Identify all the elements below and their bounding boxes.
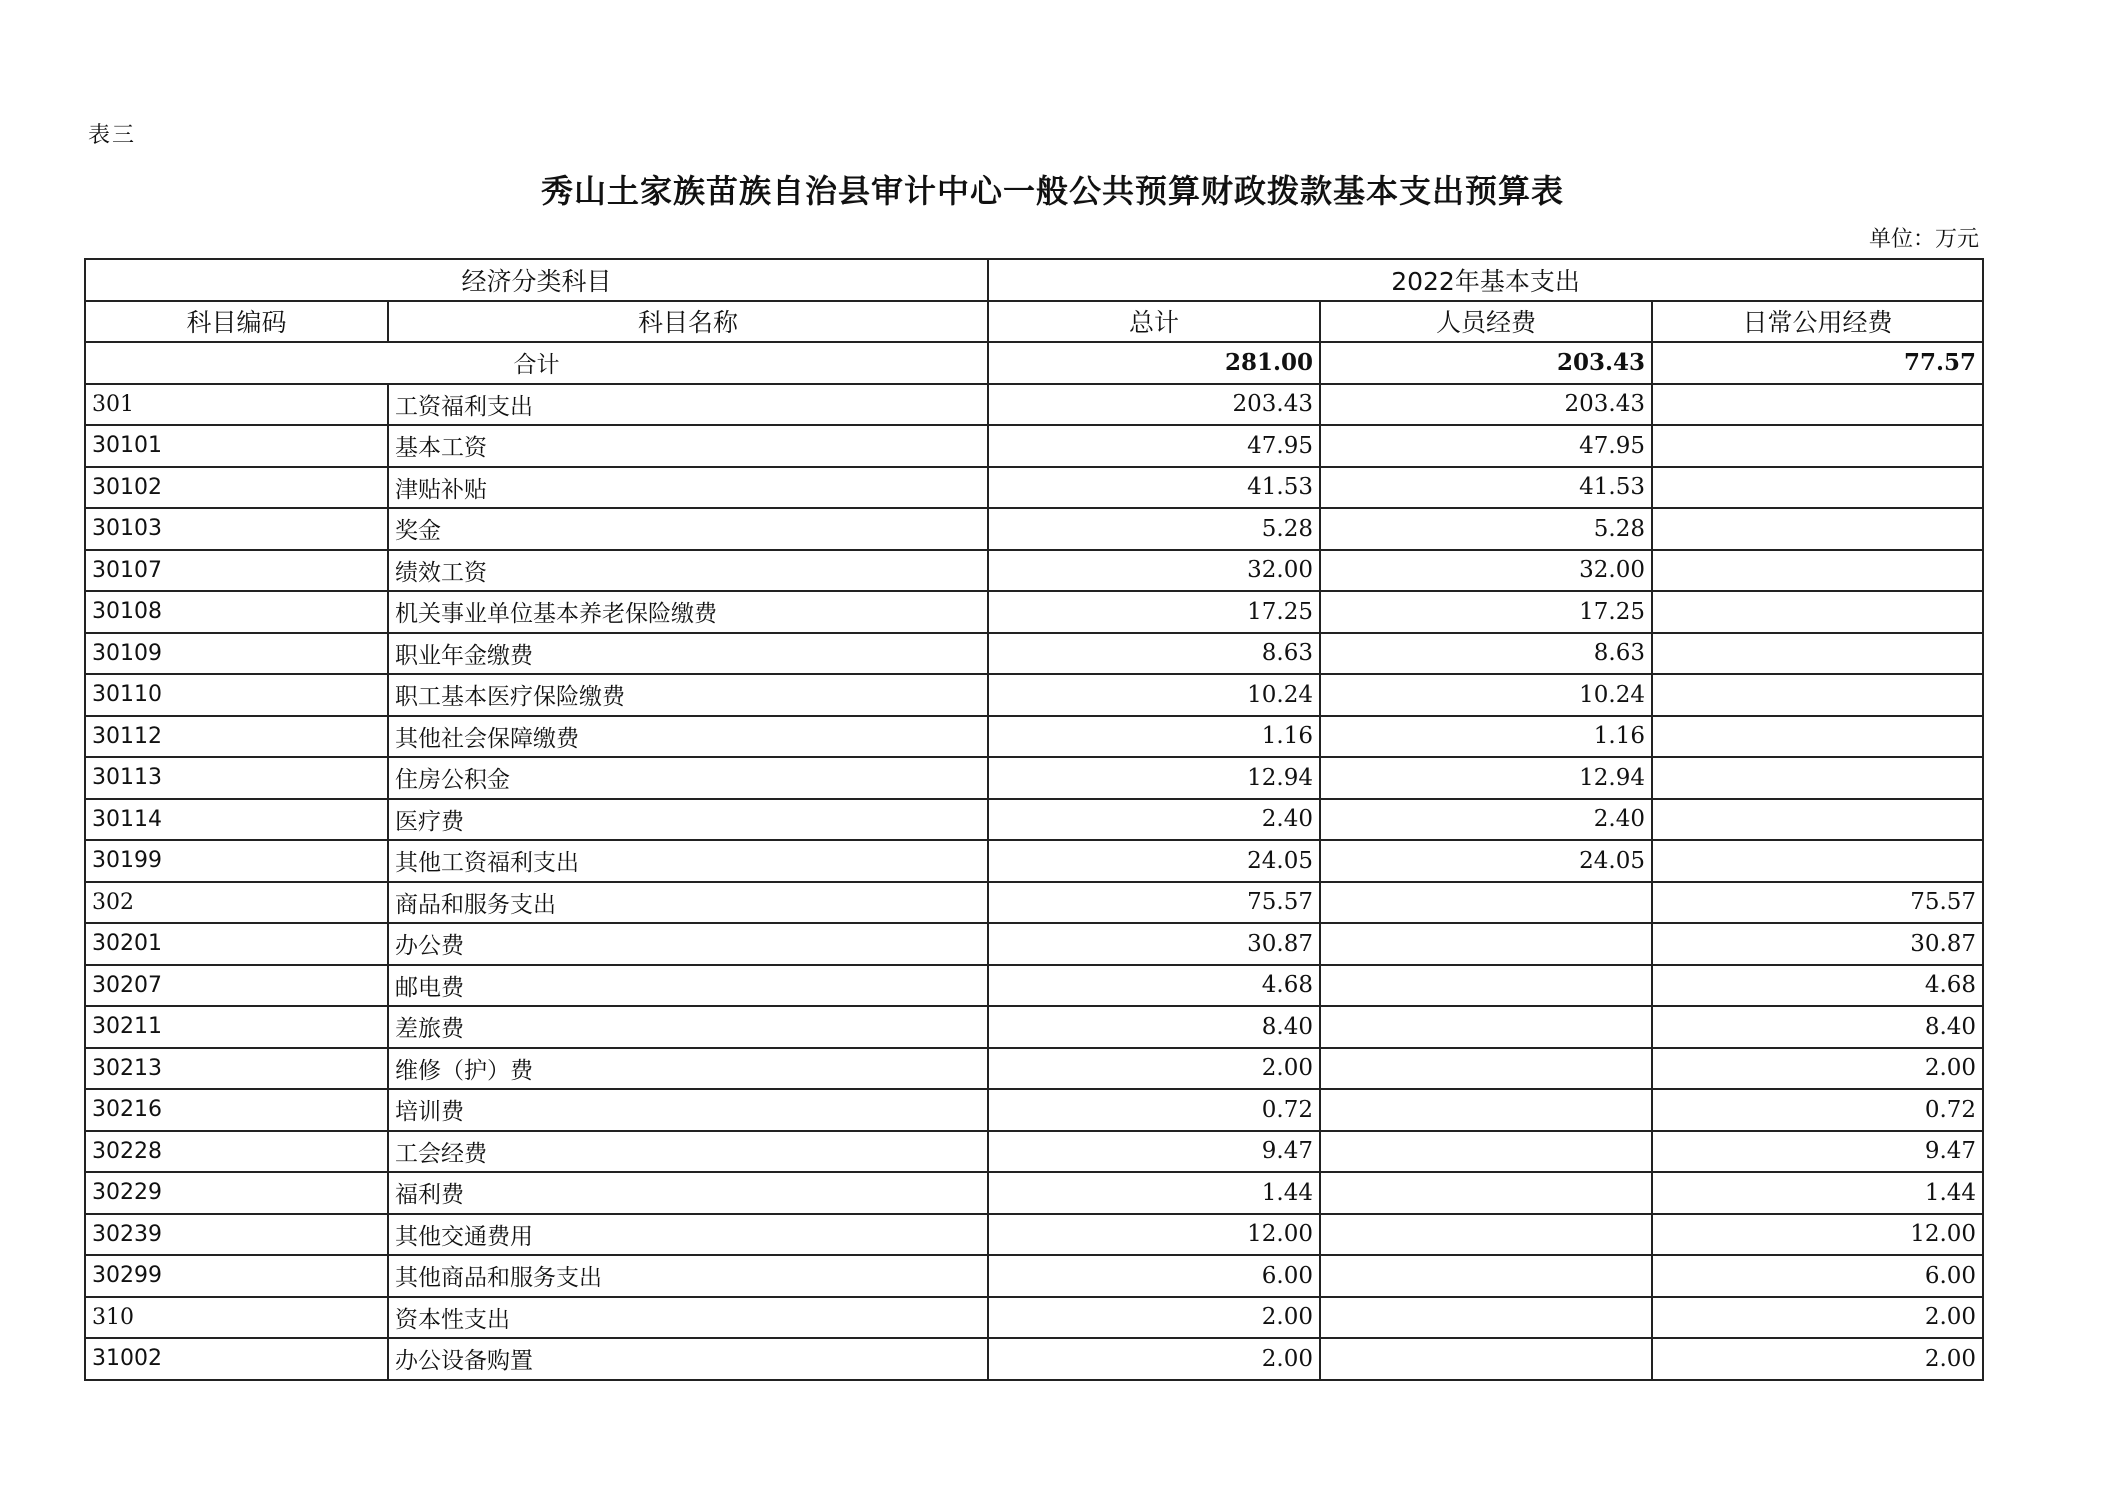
group-header-row — [85, 259, 1983, 301]
total-public: 77.57 — [1652, 342, 1983, 384]
table-row — [85, 716, 1983, 758]
row-code: 30228 — [85, 1131, 388, 1173]
row-personnel — [1320, 965, 1652, 1007]
row-public — [1652, 840, 1983, 882]
row-total: 10.24 — [988, 674, 1320, 716]
row-code: 30113 — [85, 757, 388, 799]
row-name: 培训费 — [388, 1089, 988, 1131]
row-public: 6.00 — [1652, 1255, 1983, 1297]
row-name: 邮电费 — [388, 965, 988, 1007]
row-name: 其他工资福利支出 — [388, 840, 988, 882]
row-personnel: 10.24 — [1320, 674, 1652, 716]
table-row — [85, 1255, 1983, 1297]
header-code: 科目编码 — [85, 301, 388, 343]
table-row — [85, 923, 1983, 965]
row-code: 30101 — [85, 425, 388, 467]
row-public: 75.57 — [1652, 882, 1983, 924]
row-total: 8.63 — [988, 633, 1320, 675]
header-name: 科目名称 — [388, 301, 988, 343]
unit-label: 单位：万元 — [1868, 227, 1979, 252]
row-public — [1652, 757, 1983, 799]
row-name: 工资福利支出 — [388, 384, 988, 426]
row-code: 30103 — [85, 508, 388, 550]
row-name: 办公设备购置 — [388, 1338, 988, 1380]
budget-table — [84, 258, 1984, 1381]
row-personnel: 32.00 — [1320, 550, 1652, 592]
row-personnel — [1320, 1006, 1652, 1048]
table-row — [85, 550, 1983, 592]
table-row — [85, 467, 1983, 509]
table-row — [85, 1297, 1983, 1339]
row-public: 9.47 — [1652, 1131, 1983, 1173]
row-public: 1.44 — [1652, 1172, 1983, 1214]
row-public: 2.00 — [1652, 1338, 1983, 1380]
row-code: 30199 — [85, 840, 388, 882]
row-total: 1.16 — [988, 716, 1320, 758]
table-row — [85, 674, 1983, 716]
row-total: 30.87 — [988, 923, 1320, 965]
row-code: 30112 — [85, 716, 388, 758]
table-header — [85, 259, 1983, 342]
row-personnel — [1320, 1048, 1652, 1090]
header-total: 总计 — [988, 301, 1320, 343]
row-total: 24.05 — [988, 840, 1320, 882]
header-economic-classification: 经济分类科目 — [85, 259, 988, 301]
row-name: 绩效工资 — [388, 550, 988, 592]
row-public: 30.87 — [1652, 923, 1983, 965]
row-personnel: 12.94 — [1320, 757, 1652, 799]
row-total: 17.25 — [988, 591, 1320, 633]
total-personnel: 203.43 — [1320, 342, 1652, 384]
row-total: 12.00 — [988, 1214, 1320, 1256]
table-row — [85, 799, 1983, 841]
row-name: 差旅费 — [388, 1006, 988, 1048]
table-row — [85, 508, 1983, 550]
row-total: 32.00 — [988, 550, 1320, 592]
row-total: 1.44 — [988, 1172, 1320, 1214]
table-row — [85, 425, 1983, 467]
row-personnel — [1320, 923, 1652, 965]
row-total: 0.72 — [988, 1089, 1320, 1131]
table-row — [85, 633, 1983, 675]
row-code: 302 — [85, 882, 388, 924]
row-name: 维修（护）费 — [388, 1048, 988, 1090]
row-public: 0.72 — [1652, 1089, 1983, 1131]
row-total: 5.28 — [988, 508, 1320, 550]
row-name: 工会经费 — [388, 1131, 988, 1173]
page-title: 秀山土家族苗族自治县审计中心一般公共预算财政拨款基本支出预算表 — [540, 172, 1564, 210]
row-personnel: 24.05 — [1320, 840, 1652, 882]
row-public: 8.40 — [1652, 1006, 1983, 1048]
table-body — [85, 342, 1983, 1380]
row-name: 办公费 — [388, 923, 988, 965]
row-personnel: 5.28 — [1320, 508, 1652, 550]
row-code: 30213 — [85, 1048, 388, 1090]
row-code: 30239 — [85, 1214, 388, 1256]
table-row — [85, 840, 1983, 882]
row-name: 职工基本医疗保险缴费 — [388, 674, 988, 716]
row-personnel — [1320, 882, 1652, 924]
row-total: 47.95 — [988, 425, 1320, 467]
row-total: 41.53 — [988, 467, 1320, 509]
row-total: 4.68 — [988, 965, 1320, 1007]
row-code: 30201 — [85, 923, 388, 965]
row-code: 30207 — [85, 965, 388, 1007]
table-row — [85, 1006, 1983, 1048]
table-row — [85, 757, 1983, 799]
row-code: 30299 — [85, 1255, 388, 1297]
row-personnel — [1320, 1338, 1652, 1380]
row-code: 30102 — [85, 467, 388, 509]
row-public: 2.00 — [1652, 1048, 1983, 1090]
row-total: 75.57 — [988, 882, 1320, 924]
table-row — [85, 1089, 1983, 1131]
row-personnel: 17.25 — [1320, 591, 1652, 633]
row-code: 30108 — [85, 591, 388, 633]
row-personnel: 8.63 — [1320, 633, 1652, 675]
row-name: 住房公积金 — [388, 757, 988, 799]
row-public — [1652, 550, 1983, 592]
row-personnel — [1320, 1131, 1652, 1173]
row-code: 30110 — [85, 674, 388, 716]
row-code: 30114 — [85, 799, 388, 841]
row-public: 12.00 — [1652, 1214, 1983, 1256]
row-total: 6.00 — [988, 1255, 1320, 1297]
row-name: 福利费 — [388, 1172, 988, 1214]
row-public — [1652, 799, 1983, 841]
row-code: 30107 — [85, 550, 388, 592]
row-personnel: 41.53 — [1320, 467, 1652, 509]
row-personnel — [1320, 1214, 1652, 1256]
table-row — [85, 1048, 1983, 1090]
row-code: 30211 — [85, 1006, 388, 1048]
row-personnel — [1320, 1255, 1652, 1297]
row-total: 2.40 — [988, 799, 1320, 841]
row-name: 资本性支出 — [388, 1297, 988, 1339]
row-public — [1652, 591, 1983, 633]
row-code: 301 — [85, 384, 388, 426]
row-total: 203.43 — [988, 384, 1320, 426]
row-code: 31002 — [85, 1338, 388, 1380]
table-row — [85, 1172, 1983, 1214]
row-name: 商品和服务支出 — [388, 882, 988, 924]
table-label: 表三 — [88, 123, 137, 148]
row-code: 30229 — [85, 1172, 388, 1214]
row-total: 2.00 — [988, 1048, 1320, 1090]
row-public — [1652, 384, 1983, 426]
row-total: 12.94 — [988, 757, 1320, 799]
header-public: 日常公用经费 — [1652, 301, 1983, 343]
total-total: 281.00 — [988, 342, 1320, 384]
table-row — [85, 882, 1983, 924]
row-code: 30109 — [85, 633, 388, 675]
row-personnel: 1.16 — [1320, 716, 1652, 758]
row-name: 基本工资 — [388, 425, 988, 467]
row-name: 其他交通费用 — [388, 1214, 988, 1256]
table-row — [85, 965, 1983, 1007]
row-name: 其他商品和服务支出 — [388, 1255, 988, 1297]
row-public: 2.00 — [1652, 1297, 1983, 1339]
row-total: 2.00 — [988, 1297, 1320, 1339]
row-personnel — [1320, 1297, 1652, 1339]
row-personnel: 2.40 — [1320, 799, 1652, 841]
row-code: 310 — [85, 1297, 388, 1339]
row-public — [1652, 633, 1983, 675]
row-public — [1652, 508, 1983, 550]
table-row — [85, 1338, 1983, 1380]
row-personnel: 203.43 — [1320, 384, 1652, 426]
row-public: 4.68 — [1652, 965, 1983, 1007]
row-personnel — [1320, 1172, 1652, 1214]
header-basic-expenditure: 2022年基本支出 — [988, 259, 1983, 301]
row-public — [1652, 425, 1983, 467]
row-name: 机关事业单位基本养老保险缴费 — [388, 591, 988, 633]
total-label: 合计 — [85, 342, 988, 384]
row-total: 2.00 — [988, 1338, 1320, 1380]
row-public — [1652, 716, 1983, 758]
table-row — [85, 591, 1983, 633]
row-personnel — [1320, 1089, 1652, 1131]
row-name: 医疗费 — [388, 799, 988, 841]
header-personnel: 人员经费 — [1320, 301, 1652, 343]
table-row — [85, 1131, 1983, 1173]
row-personnel: 47.95 — [1320, 425, 1652, 467]
row-total: 8.40 — [988, 1006, 1320, 1048]
row-public — [1652, 674, 1983, 716]
table-row — [85, 384, 1983, 426]
row-name: 其他社会保障缴费 — [388, 716, 988, 758]
total-row — [85, 342, 1983, 384]
row-total: 9.47 — [988, 1131, 1320, 1173]
column-header-row — [85, 301, 1983, 343]
row-public — [1652, 467, 1983, 509]
table-row — [85, 1214, 1983, 1256]
row-name: 津贴补贴 — [388, 467, 988, 509]
row-name: 职业年金缴费 — [388, 633, 988, 675]
row-code: 30216 — [85, 1089, 388, 1131]
row-name: 奖金 — [388, 508, 988, 550]
